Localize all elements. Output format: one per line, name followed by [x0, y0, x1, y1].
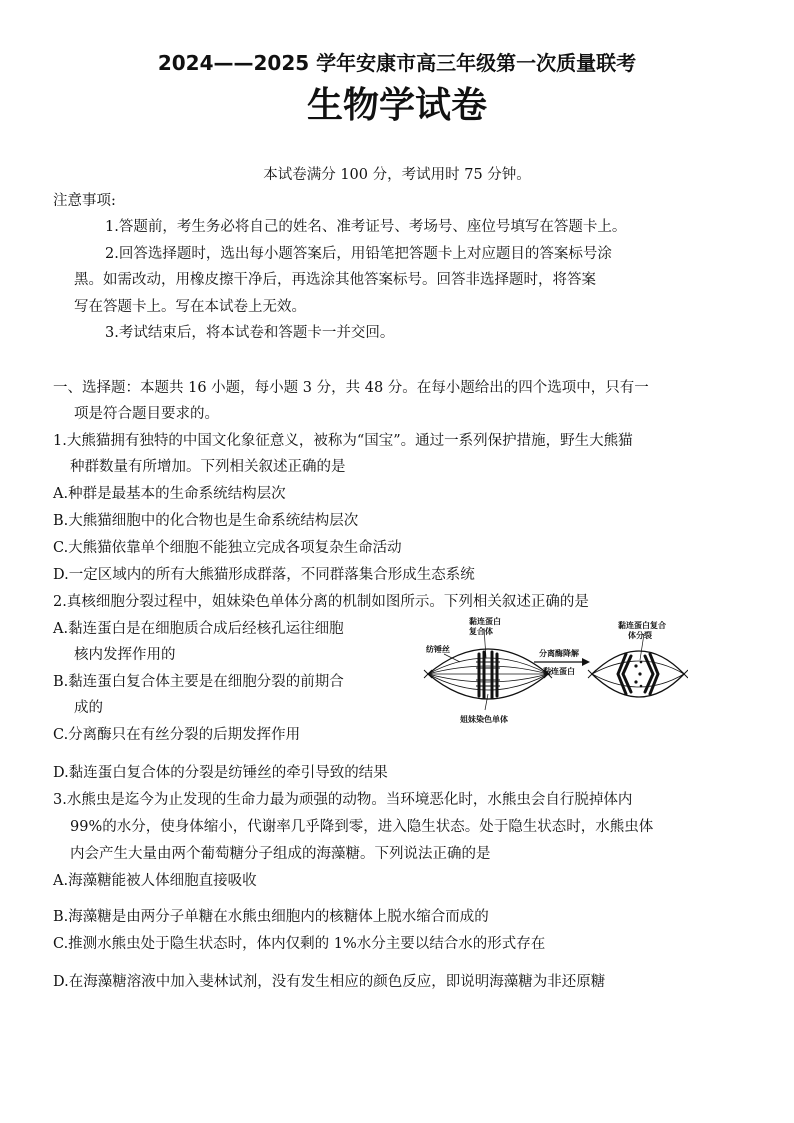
question-1-option-d: D.一定区域内的所有大熊猫形成群落，不同群落集合形成生态系统	[53, 567, 475, 583]
arrow-icon	[534, 658, 590, 666]
question-3-option-b: B.海藻糖是由两分子单糖在水熊虫细胞内的核糖体上脱水缩合而成的	[53, 909, 489, 925]
question-2-option-a: A.黏连蛋白是在细胞质合成后经核孔运往细胞	[53, 621, 344, 637]
figure-label-arrow-2: 黏连蛋白	[543, 667, 575, 676]
question-3-option-a: A.海藻糖能被人体细胞直接吸收	[53, 873, 257, 889]
figure-label-split-2: 体分裂	[628, 631, 652, 640]
exam-title: 2024——2025 学年安康市高三年级第一次质量联考	[157, 51, 637, 75]
section-heading: 一、选择题：本题共 16 小题，每小题 3 分，共 48 分。在每小题给出的四个选项中，只有一	[53, 380, 649, 396]
question-3-stem: 3.水熊虫是迄今为止发现的生命力最为顽强的动物。当环境恶化时，水熊虫会自行脱掉体内	[53, 792, 633, 808]
question-1-stem: 1.大熊猫拥有独特的中国文化象征意义，被称为“国宝”。通过一系列保护措施，野生大熊猫	[53, 433, 633, 449]
note-item: 3.考试结束后，将本试卷和答题卡一并交回。	[105, 325, 395, 341]
note-item: 写在答题卡上。写在本试卷上无效。	[74, 299, 306, 315]
note-item: 2.回答选择题时，选出每小题答案后，用铅笔把答题卡上对应题目的答案标号涂	[105, 246, 612, 262]
section-heading-cont: 项是符合题目要求的。	[74, 406, 219, 422]
notes-heading: 注意事项:	[53, 193, 116, 209]
question-1-option-a: A.种群是最基本的生命系统结构层次	[53, 486, 286, 502]
exam-info: 本试卷满分 100 分，考试用时 75 分钟。	[263, 167, 531, 183]
metaphase-cell	[424, 628, 552, 710]
chromatid-separation-figure	[422, 614, 688, 726]
figure-label-spindle: 纺锤丝	[426, 645, 450, 654]
note-item: 1.答题前，考生务必将自己的姓名、准考证号、考场号、座位号填写在答题卡上。	[105, 219, 627, 235]
question-1-option-b: B.大熊猫细胞中的化合物也是生命系统结构层次	[53, 513, 359, 529]
question-1-stem-cont: 种群数量有所增加。下列相关叙述正确的是	[70, 459, 346, 475]
question-1-option-c: C.大熊猫依靠单个细胞不能独立完成各项复杂生命活动	[53, 540, 402, 556]
question-2-option-c: C.分离酶只在有丝分裂的后期发挥作用	[53, 727, 301, 743]
subject-title: 生物学试卷	[306, 85, 487, 126]
question-2-option-a-cont: 核内发挥作用的	[74, 647, 176, 663]
figure-label-complex-2: 复合体	[469, 627, 493, 636]
figure-label-complex: 黏连蛋白	[469, 617, 501, 626]
figure-label-split: 黏连蛋白复合	[618, 621, 666, 630]
question-3-stem-cont: 99%的水分，使身体缩小，代谢率几乎降到零，进入隐生状态。处于隐生状态时，水熊虫体	[70, 819, 654, 835]
question-2-stem: 2.真核细胞分裂过程中，姐妹染色单体分离的机制如图所示。下列相关叙述正确的是	[53, 594, 589, 610]
question-2-option-d: D.黏连蛋白复合体的分裂是纺锤丝的牵引导致的结果	[53, 765, 388, 781]
note-item: 黑。如需改动，用橡皮擦干净后，再选涂其他答案标号。回答非选择题时，将答案	[74, 272, 596, 288]
question-2-option-b-cont: 成的	[74, 700, 103, 716]
question-3-stem-cont: 内会产生大量由两个葡萄糖分子组成的海藻糖。下列说法正确的是	[70, 846, 491, 862]
figure-label-chromatid: 姐妹染色单体	[460, 715, 508, 724]
question-2-option-b: B.黏连蛋白复合体主要是在细胞分裂的前期合	[53, 674, 344, 690]
anaphase-cell	[588, 634, 688, 697]
question-3-option-d: D.在海藻糖溶液中加入斐林试剂，没有发生相应的颜色反应，即说明海藻糖为非还原糖	[53, 974, 606, 990]
figure-label-arrow-1: 分离酶降解	[539, 649, 579, 658]
question-3-option-c: C.推测水熊虫处于隐生状态时，体内仅剩的 1%水分主要以结合水的形式存在	[53, 936, 546, 952]
